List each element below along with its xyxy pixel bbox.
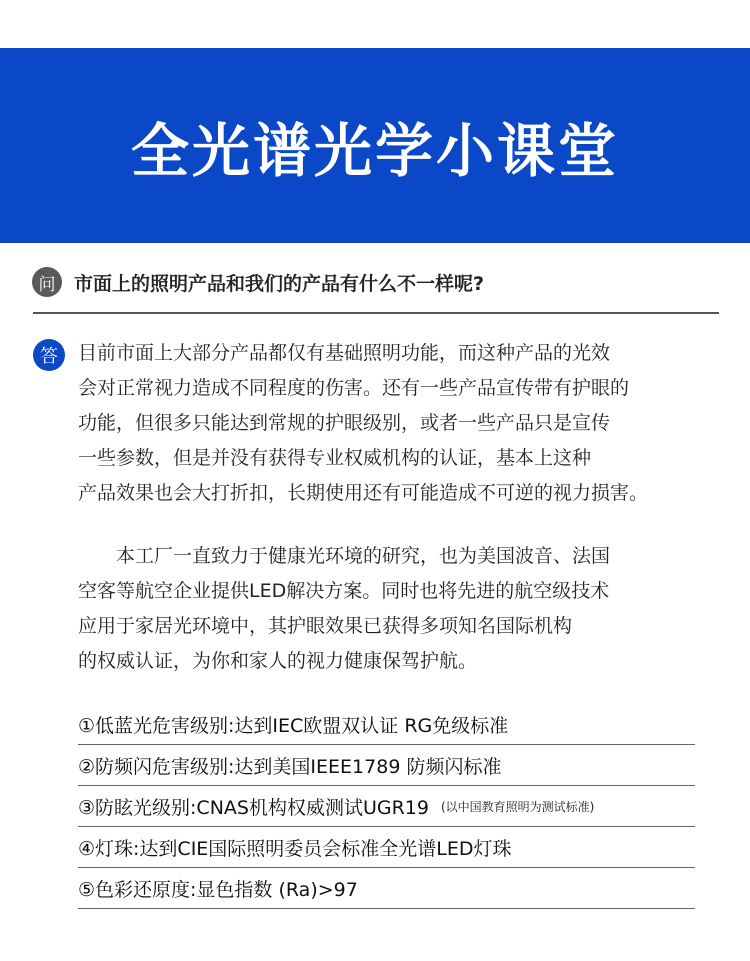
question-badge: 问 <box>32 267 62 297</box>
feature-text: ⑤色彩还原度:显色指数 (Ra)>97 <box>78 878 358 901</box>
feature-item <box>78 745 695 786</box>
paragraph-line: 产品效果也会大打折扣，长期使用还有可能造成不可逆的视力损害。 <box>78 482 649 504</box>
feature-text: ①低蓝光危害级别:达到IEC欧盟双认证 RG免级标准 <box>78 714 509 737</box>
feature-item <box>78 786 695 827</box>
answer-paragraph-1 <box>78 336 738 511</box>
paragraph-line: 的权威认证，为你和家人的视力健康保驾护航。 <box>78 650 478 672</box>
feature-item <box>78 827 695 868</box>
question-row <box>32 262 722 302</box>
feature-note: (以中国教育照明为测试标准) <box>440 799 595 814</box>
paragraph-line: 应用于家居光环境中，其护眼效果已获得多项知名国际机构 <box>78 615 573 637</box>
page-title: 全光谱光学小课堂 <box>130 116 619 185</box>
paragraph-line: 会对正常视力造成不同程度的伤害。还有一些产品宣传带有护眼的 <box>78 377 630 399</box>
feature-text: ③防眩光级别:CNAS机构权威测试UGR19 <box>78 796 429 819</box>
feature-item <box>78 704 695 745</box>
paragraph-line: 目前市面上大部分产品都仅有基础照明功能，而这种产品的光效 <box>78 342 611 364</box>
paragraph-line: 本工厂一直致力于健康光环境的研究，也为美国波音、法国 <box>78 545 611 567</box>
question-divider <box>33 312 719 314</box>
feature-item <box>78 868 695 909</box>
feature-text: ②防频闪危害级别:达到美国IEEE1789 防频闪标准 <box>78 755 502 778</box>
paragraph-line: 一些参数，但是并没有获得专业权威机构的认证，基本上这种 <box>78 447 592 469</box>
question-text: 市面上的照明产品和我们的产品有什么不一样呢? <box>74 272 485 295</box>
paragraph-line: 空客等航空企业提供LED解决方案。同时也将先进的航空级技术 <box>78 580 610 602</box>
feature-list <box>78 704 695 909</box>
answer-paragraph-2 <box>78 539 738 679</box>
paragraph-line: 功能，但很多只能达到常规的护眼级别，或者一些产品只是宣传 <box>78 412 611 434</box>
feature-text: ④灯珠:达到CIE国际照明委员会标准全光谱LED灯珠 <box>78 837 512 860</box>
answer-badge: 答 <box>33 339 65 371</box>
header-banner <box>0 48 750 243</box>
